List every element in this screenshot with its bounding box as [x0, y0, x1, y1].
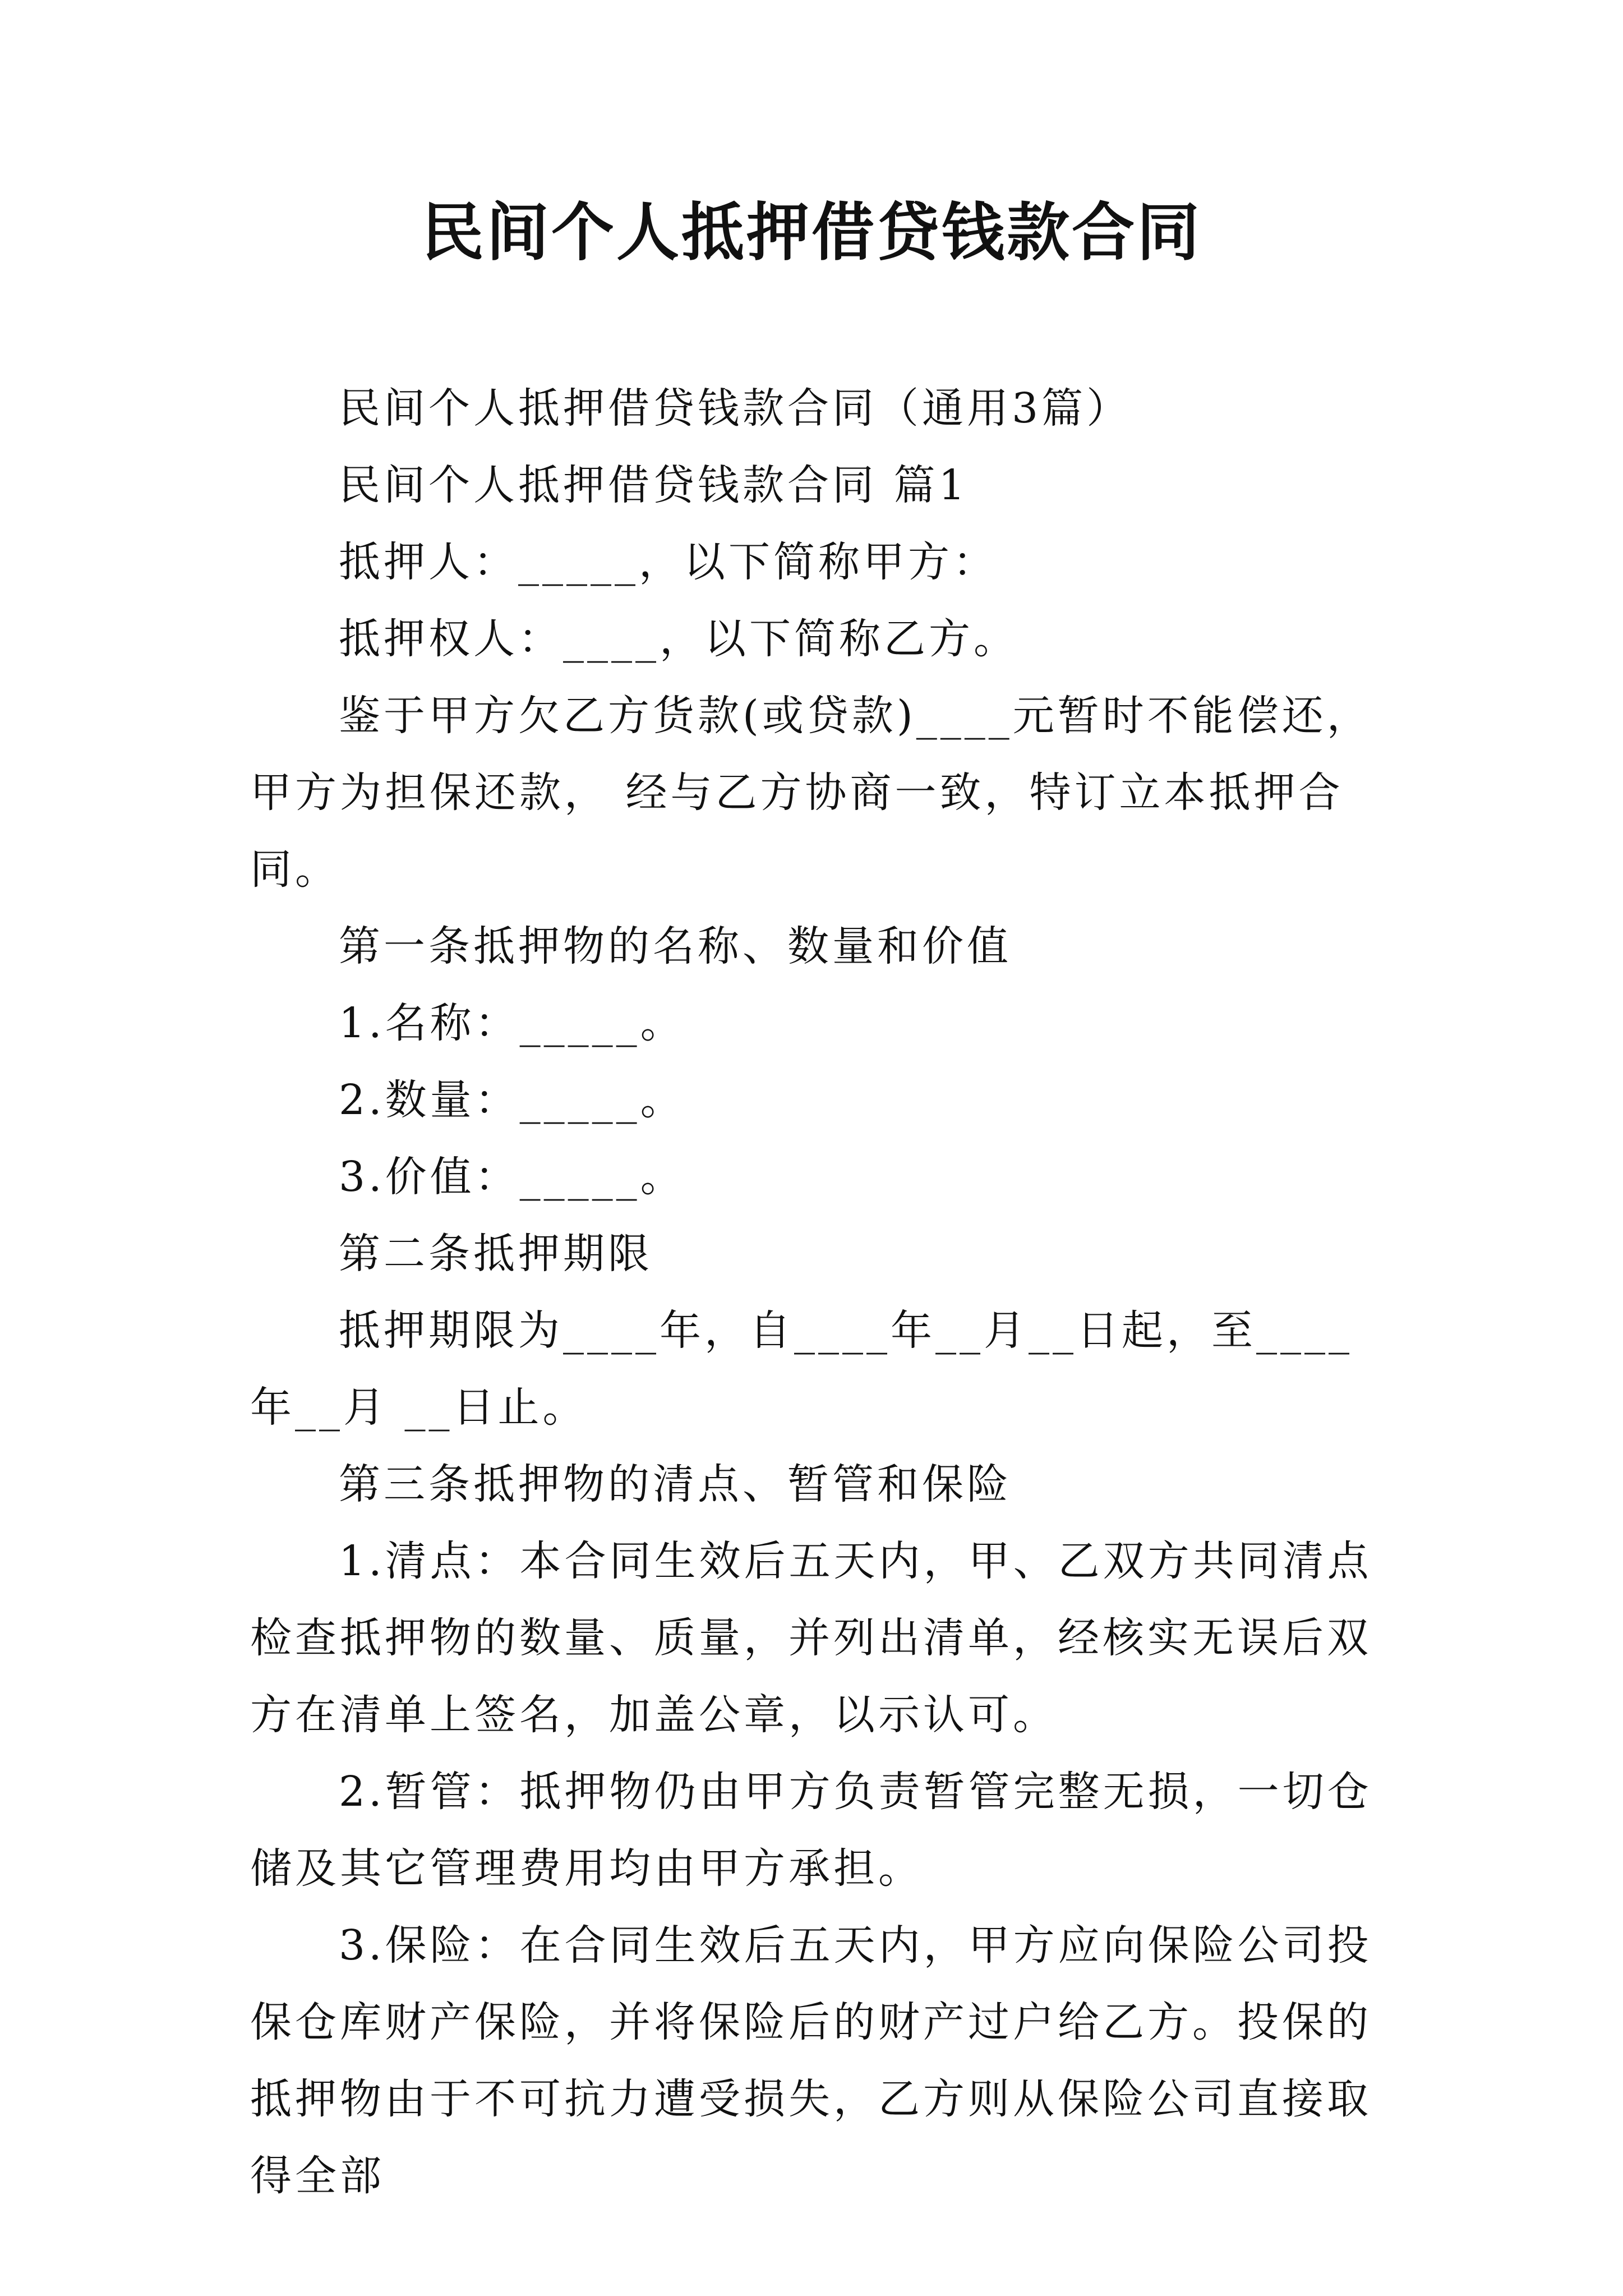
- article-1-item-name: 1.名称：_____。: [339, 999, 685, 1047]
- paragraph-mortgagor: 抵押人：_____，以下简称甲方：: [339, 538, 998, 586]
- document-body: [250, 370, 1389, 2215]
- article-1-item-value: 3.价值：_____。: [339, 1153, 685, 1201]
- article-1-item-quantity: 2.数量：_____。: [339, 1076, 685, 1124]
- article-1-heading: 第一条抵押物的名称、数量和价值: [339, 922, 1012, 970]
- paragraph-mortgagee: 抵押权人：____，以下简称乙方。: [339, 615, 1018, 663]
- article-2-heading: 第二条抵押期限: [339, 1230, 653, 1278]
- document-title: 民间个人抵押借贷钱款合同: [421, 196, 1202, 269]
- paragraph-subtitle: 民间个人抵押借贷钱款合同（通用3篇）: [339, 384, 1132, 432]
- article-3-item-insurance: 3.保险：在合同生效后五天内，甲方应向保险公司投保仓库财产保险，并将保险后的财产过户给乙方。投保的抵押物由于不可抗力遭受损失，乙方则从保险公司直接取得全部: [250, 1921, 1372, 2200]
- article-2-term: 抵押期限为____年，自____年__月__日起，至____年__月 __日止。: [250, 1306, 1353, 1432]
- paragraph-preamble: 鉴于甲方欠乙方货款(或贷款)____元暂时不能偿还，甲方为担保还款， 经与乙方协商一致，特订立本抵押合同。: [250, 692, 1372, 894]
- article-3-item-custody: 2.暂管：抵押物仍由甲方负责暂管完整无损，一切仓储及其它管理费用均由甲方承担。: [250, 1768, 1372, 1893]
- article-3-item-inventory: 1.清点：本合同生效后五天内，甲、乙双方共同清点检查抵押物的数量、质量，并列出清单，经核实无误后双方在清单上签名，加盖公章，以示认可。: [250, 1537, 1372, 1739]
- article-3-heading: 第三条抵押物的清点、暂管和保险: [339, 1460, 1012, 1508]
- paragraph-part-heading: 民间个人抵押借贷钱款合同 篇1: [339, 461, 969, 509]
